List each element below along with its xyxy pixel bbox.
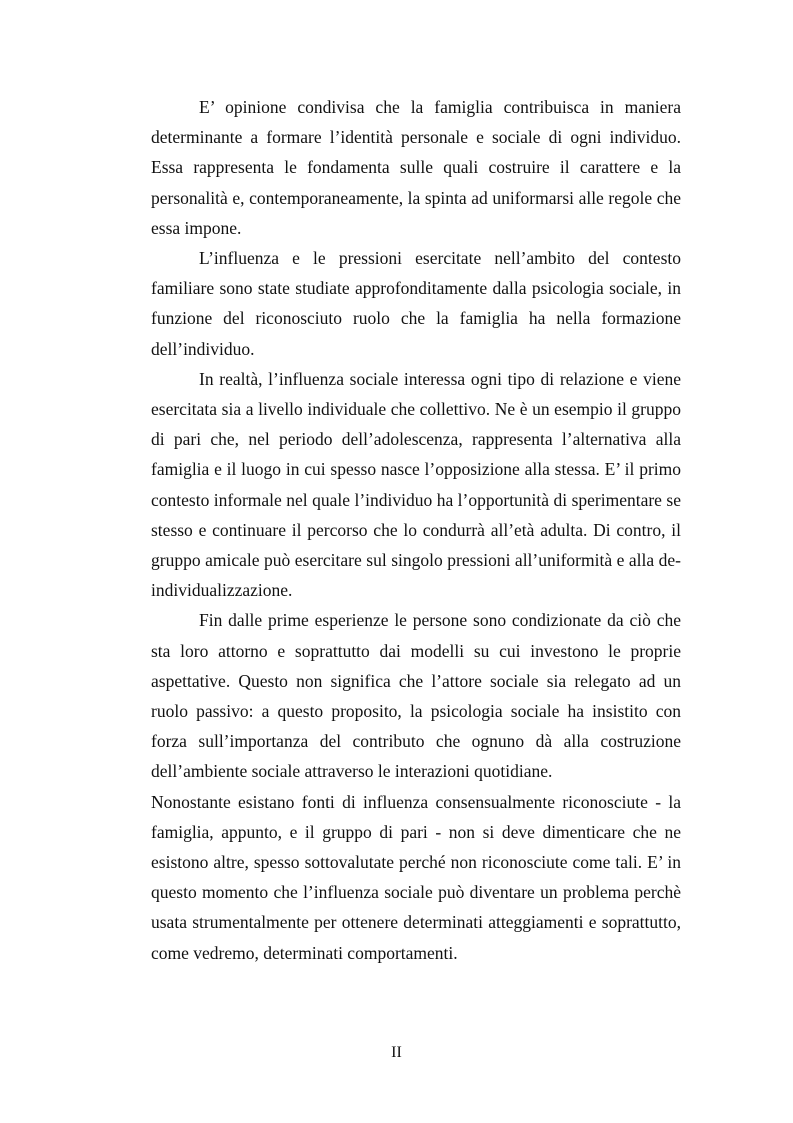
page-number: II: [391, 1044, 402, 1061]
paragraph-5: Nonostante esistano fonti di influenza consensualmente riconosciute - la famiglia, appunto, e il gruppo di pari - non si deve dimenticare che ne esistono altre, spesso sottovalutate perché non riconosciute come tali. E’ in questo momento che l’influenza sociale può diventare un problema perchè usata strumentalmente per ottenere determinati atteggiamenti e soprattutto, come vedremo, determinati comportamenti.: [151, 791, 681, 963]
paragraph-1: E’ opinione condivisa che la famiglia contribuisca in maniera determinante a formare l’identità personale e sociale di ogni individuo. Essa rappresenta le fondamenta sulle quali costruire il carattere e la personalità e, contemporaneamente, la spinta ad uniformarsi alle regole che essa impone.: [151, 97, 681, 238]
paragraph-2: L’influenza e le pressioni esercitate nell’ambito del contesto familiare sono state studiate approfonditamente dalla psicologia sociale, in funzione del riconosciuto ruolo che la famiglia ha nella formazione dell’individuo.: [151, 248, 681, 359]
body-text: [151, 92, 681, 968]
paragraph-3: In realtà, l’influenza sociale interessa ogni tipo di relazione e viene esercitata sia a livello individuale che collettivo. Ne è un esempio il gruppo di pari che, nel periodo dell’adolescenza, rappresenta l’alternativa alla famiglia e il luogo in cui spesso nasce l’opposizione alla stessa. E’ il primo contesto informale nel quale l’individuo ha l’opportunità di sperimentare se stesso e continuare il percorso che lo condurrà all’età adulta. Di contro, il gruppo amicale può esercitare sul singolo pressioni all’uniformità e alla de-individualizzazione.: [151, 368, 681, 601]
paragraph-4: Fin dalle prime esperienze le persone sono condizionate da ciò che sta loro attorno e soprattutto dai modelli su cui investono le proprie aspettative. Questo non significa che l’attore sociale sia relegato ad un ruolo passivo: a questo proposito, la psicologia sociale ha insistito con forza sull’importanza del contributo che ognuno dà alla costruzione dell’ambiente sociale attraverso le interazioni quotidiane.: [151, 610, 681, 782]
